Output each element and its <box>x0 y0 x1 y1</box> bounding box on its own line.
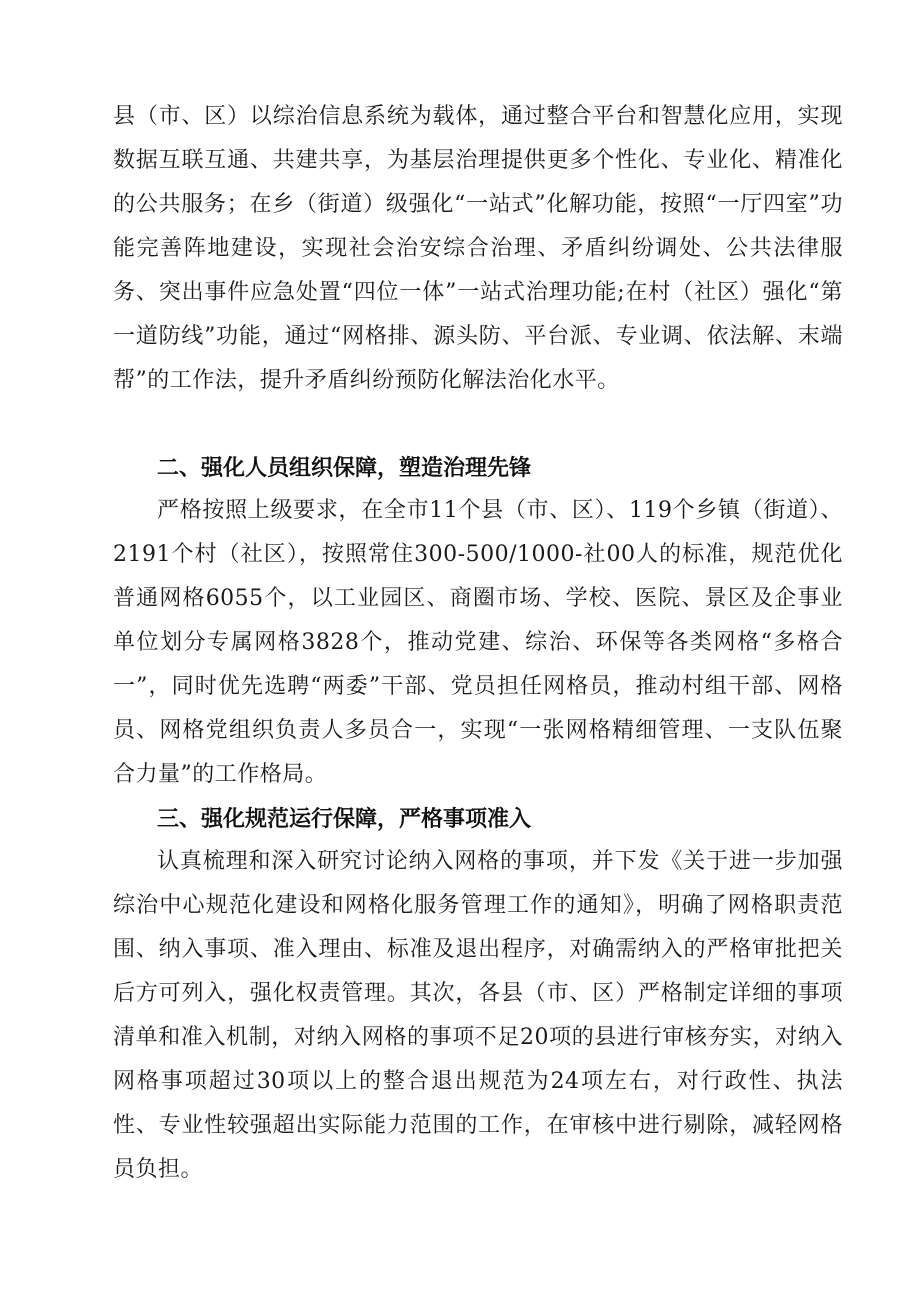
paragraph-1-block <box>113 95 843 445</box>
section-3-heading-wrap <box>113 798 843 842</box>
section-2-heading: 二、强化人员组织保障，塑造治理先锋 <box>157 456 532 481</box>
section-2-heading-wrap <box>113 447 843 491</box>
section-3-paragraph: 认真梳理和深入研究讨论纳入网格的事项，并下发《关于进一步加强综治中心规范化建设和网格化服务管理工作的通知》，明确了网格职责范围、纳入事项、准入理由、标准及退出程序，对确需纳入的严格审批把关后方可列入，强化权责管理。其次，各县（市、区）严格制定详细的事项清单和准入机制，对纳入网格的事项不足20项的县进行审核夯实，对纳入网格事项超过30项以上的整合退出规范为24项左右，对行政性、执法性、专业性较强超出实际能力范围的工作，在审核中进行剔除，减轻网格员负担。 <box>113 849 843 1182</box>
section-2-block <box>113 489 843 799</box>
section-2-paragraph: 严格按照上级要求，在全市11个县（市、区）、119个乡镇（街道）、2191个村（社区），按照常住300-500/1000-社00人的标准，规范优化普通网格6055个，以工业园区、商圈市场、学校、医院、景区及企事业单位划分专属网格3828个，推动党建、综治、环保等各类网格“多格合一”，同时优先选聘“两委”干部、党员担任网格员，推动村组干部、网格员、网格党组织负责人多员合一，实现“一张网格精细管理、一支队伍聚合力量”的工作格局。 <box>113 498 843 787</box>
section-3-block <box>113 840 843 1200</box>
section-3-heading: 三、强化规范运行保障，严格事项准入 <box>157 807 532 832</box>
paragraph-1: 县（市、区）以综治信息系统为载体，通过整合平台和智慧化应用，实现数据互联互通、共建共享，为基层治理提供更多个性化、专业化、精准化的公共服务；在乡（街道）级强化“一站式”化解功能，按照“一厅四室”功能完善阵地建设，实现社会治安综合治理、矛盾纠纷调处、公共法律服务、突出事件应急处置“四位一体”一站式治理功能;在村（社区）强化“第一道防线”功能，通过“网格排、源头防、平台派、专业调、依法解、末端帮”的工作法，提升矛盾纠纷预防化解法治化水平。 <box>113 104 843 393</box>
